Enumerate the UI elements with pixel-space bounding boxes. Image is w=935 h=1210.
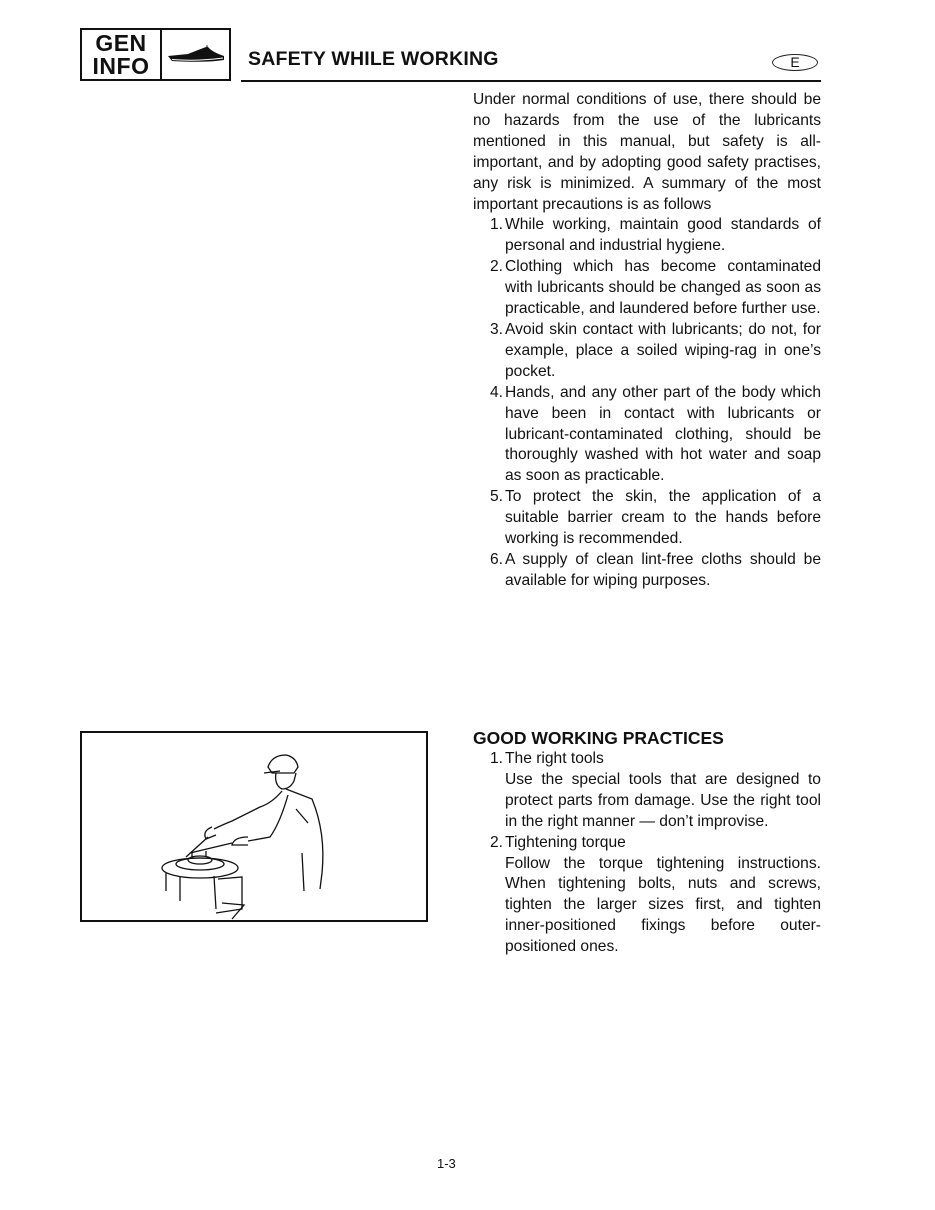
list-item-body bbox=[503, 749, 821, 833]
logo-line-2: INFO bbox=[92, 52, 150, 79]
list-number: 4. bbox=[489, 383, 503, 401]
list-item-title: Tightening torque bbox=[505, 833, 626, 851]
list-number: 1. bbox=[489, 216, 503, 234]
list-number: 1. bbox=[489, 750, 503, 767]
precautions-section bbox=[473, 90, 821, 592]
mechanic-using-tools-icon bbox=[82, 733, 426, 920]
gen-info-label bbox=[82, 30, 162, 79]
list-number: 5. bbox=[489, 488, 503, 506]
list-number: 6. bbox=[489, 550, 503, 568]
list-item bbox=[473, 487, 821, 550]
list-item bbox=[473, 550, 821, 592]
header-divider bbox=[241, 80, 821, 82]
good-practices-section bbox=[473, 727, 821, 958]
list-item-title: The right tools bbox=[505, 750, 604, 767]
mechanic-illustration bbox=[80, 731, 428, 922]
list-number: 2. bbox=[489, 258, 503, 276]
page-title: SAFETY WHILE WORKING bbox=[248, 48, 499, 70]
list-item-text: While working, maintain good standards of personal and industrial hygiene. bbox=[505, 216, 821, 255]
list-number: 3. bbox=[489, 320, 503, 338]
precautions-list bbox=[473, 215, 821, 591]
list-item-body bbox=[503, 833, 821, 958]
page-number: 1-3 bbox=[437, 1156, 456, 1171]
list-item bbox=[473, 257, 821, 320]
intro-paragraph: Under normal conditions of use, there should be no hazards from the use of the lubricants mentioned in this manual, but safety is all-important, and by adopting good safety practises, any risk is minimized. A summary of the most important precautions is as follows bbox=[473, 91, 821, 213]
list-item bbox=[473, 215, 821, 257]
list-item bbox=[473, 383, 821, 488]
list-item bbox=[473, 749, 821, 833]
list-item-text: To protect the skin, the application of a suitable barrier cream to the hands before working is recommended. bbox=[505, 488, 821, 548]
watercraft-icon bbox=[162, 30, 229, 79]
section-logo bbox=[80, 28, 231, 81]
list-item-text: Avoid skin contact with lubricants; do not, for example, place a soiled wiping-rag in one’s pocket. bbox=[505, 320, 821, 380]
list-number: 2. bbox=[489, 833, 503, 851]
list-item-text: A supply of clean lint-free cloths should be available for wiping purposes. bbox=[505, 550, 821, 589]
list-item bbox=[473, 320, 821, 383]
list-item-text: Follow the torque tightening instructions. When tightening bolts, nuts and screws, tighten the larger sizes first, and tighten inner-positioned fixings before outer-positioned ones. bbox=[505, 854, 821, 956]
list-item-text: Clothing which has become contaminated with lubricants should be changed as soon as practicable, and laundered before further use. bbox=[505, 258, 821, 318]
list-item-text: Hands, and any other part of the body which have been in contact with lubricants or lubricant-contaminated clothing, should be thoroughly washed with hot water and soap as soon as practicable. bbox=[505, 383, 821, 485]
practices-list bbox=[473, 749, 821, 958]
logo-line-1: GEN bbox=[95, 29, 147, 56]
language-badge: E bbox=[772, 54, 818, 71]
section-heading: GOOD WORKING PRACTICES bbox=[473, 728, 724, 748]
list-item-text: Use the special tools that are designed to protect parts from damage. Use the right tool in the right manner — don’t improvise. bbox=[505, 770, 821, 830]
list-item bbox=[473, 833, 821, 958]
